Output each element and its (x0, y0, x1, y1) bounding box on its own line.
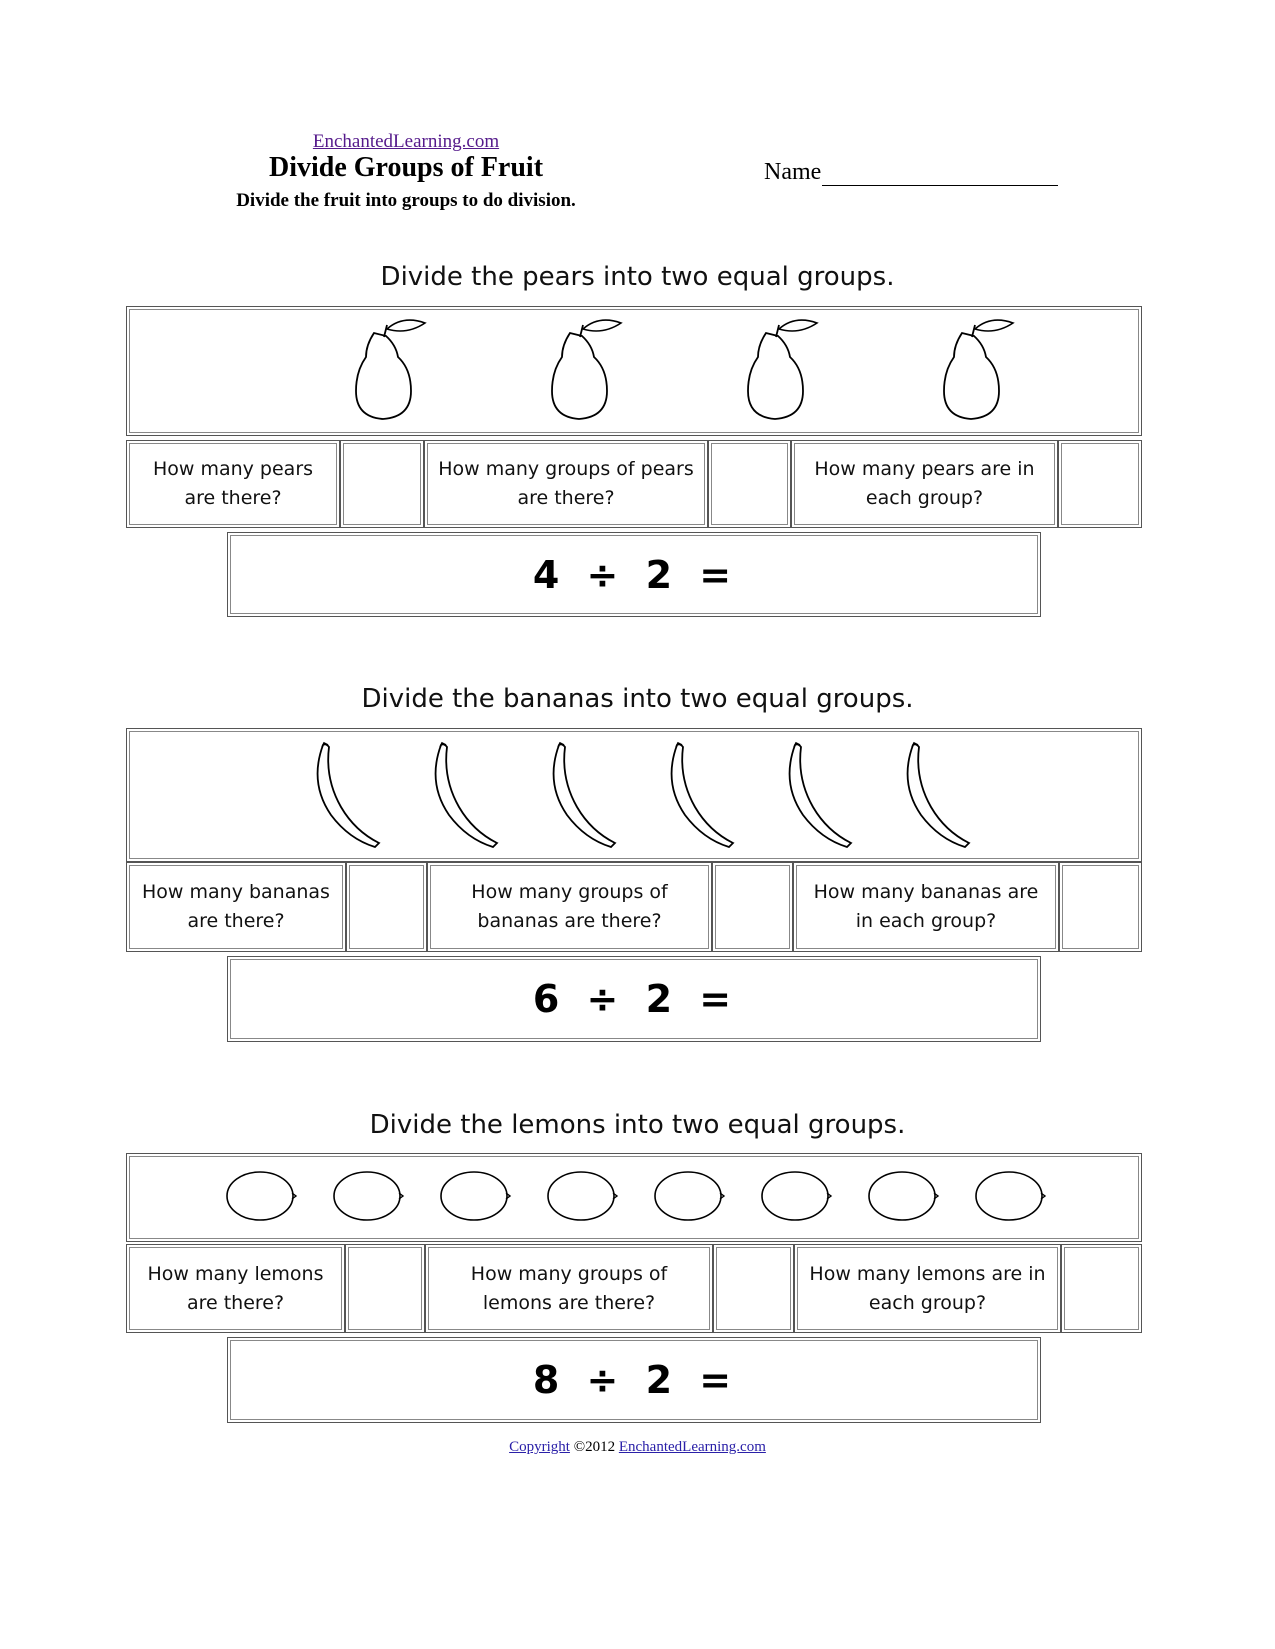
copyright-link[interactable]: Copyright (509, 1439, 570, 1455)
question-per-group: How many bananas are in each group? (793, 862, 1059, 952)
pear-icon (944, 320, 1013, 419)
fruit-box-pears (126, 306, 1142, 436)
question-per-group: How many pears are in each group? (791, 440, 1058, 528)
section-heading-lemons: Divide the lemons into two equal groups. (369, 1110, 906, 1140)
answer-box-total[interactable] (345, 1244, 425, 1333)
equation-box-pears[interactable] (227, 532, 1041, 617)
banana-icon (672, 743, 733, 847)
answer-box-per-group[interactable] (1061, 1244, 1142, 1333)
answer-box-total[interactable] (346, 862, 427, 952)
equation-box-bananas[interactable] (227, 956, 1041, 1042)
answer-box-groups[interactable] (712, 862, 793, 952)
question-row-pears (126, 440, 1142, 528)
name-field[interactable] (764, 159, 1058, 186)
lemon-icon (334, 1172, 403, 1220)
site-link[interactable]: EnchantedLearning.com (312, 131, 500, 152)
page-title: Divide Groups of Fruit (268, 152, 544, 183)
lemon-icon (227, 1172, 296, 1220)
lemon-icon (976, 1172, 1045, 1220)
equation-text: 6 ÷ 2 = (532, 977, 736, 1021)
question-per-group: How many lemons are in each group? (794, 1244, 1061, 1333)
pear-icon (356, 320, 425, 419)
answer-box-total[interactable] (340, 440, 424, 528)
equation-box-lemons[interactable] (227, 1337, 1041, 1423)
name-line[interactable] (822, 163, 1058, 186)
banana-icon (908, 743, 969, 847)
banana-icon (436, 743, 497, 847)
question-total-count: How many pears are there? (126, 440, 340, 528)
banana-icon (318, 743, 379, 847)
footer (0, 1439, 1275, 1456)
answer-box-per-group[interactable] (1059, 862, 1142, 952)
lemon-icon (655, 1172, 724, 1220)
fruit-box-lemons (126, 1153, 1142, 1242)
question-group-count: How many groups of pears are there? (424, 440, 708, 528)
answer-box-groups[interactable] (713, 1244, 794, 1333)
page-subtitle: Divide the fruit into groups to do division. (236, 190, 576, 211)
copyright-year: ©2012 (573, 1439, 616, 1455)
pear-icon (552, 320, 621, 419)
banana-icon (554, 743, 615, 847)
section-heading-pears: Divide the pears into two equal groups. (380, 262, 895, 292)
question-total-count: How many lemons are there? (126, 1244, 345, 1333)
equation-text: 4 ÷ 2 = (532, 552, 736, 597)
footer-site-link[interactable]: EnchantedLearning.com (618, 1439, 766, 1455)
lemon-icon (441, 1172, 510, 1220)
answer-box-groups[interactable] (708, 440, 791, 528)
section-heading-bananas: Divide the bananas into two equal groups. (361, 684, 914, 714)
lemon-icon (869, 1172, 938, 1220)
equation-text: 8 ÷ 2 = (532, 1358, 736, 1402)
question-row-bananas (126, 862, 1142, 952)
lemon-icon (762, 1172, 831, 1220)
question-group-count: How many groups of lemons are there? (425, 1244, 713, 1333)
lemon-icon (548, 1172, 617, 1220)
question-group-count: How many groups of bananas are there? (427, 862, 712, 952)
question-total-count: How many bananas are there? (126, 862, 346, 952)
fruit-box-bananas (126, 728, 1142, 862)
question-row-lemons (126, 1244, 1142, 1333)
answer-box-per-group[interactable] (1058, 440, 1142, 528)
banana-icon (790, 743, 851, 847)
pear-icon (748, 320, 817, 419)
name-label: Name (764, 159, 822, 185)
